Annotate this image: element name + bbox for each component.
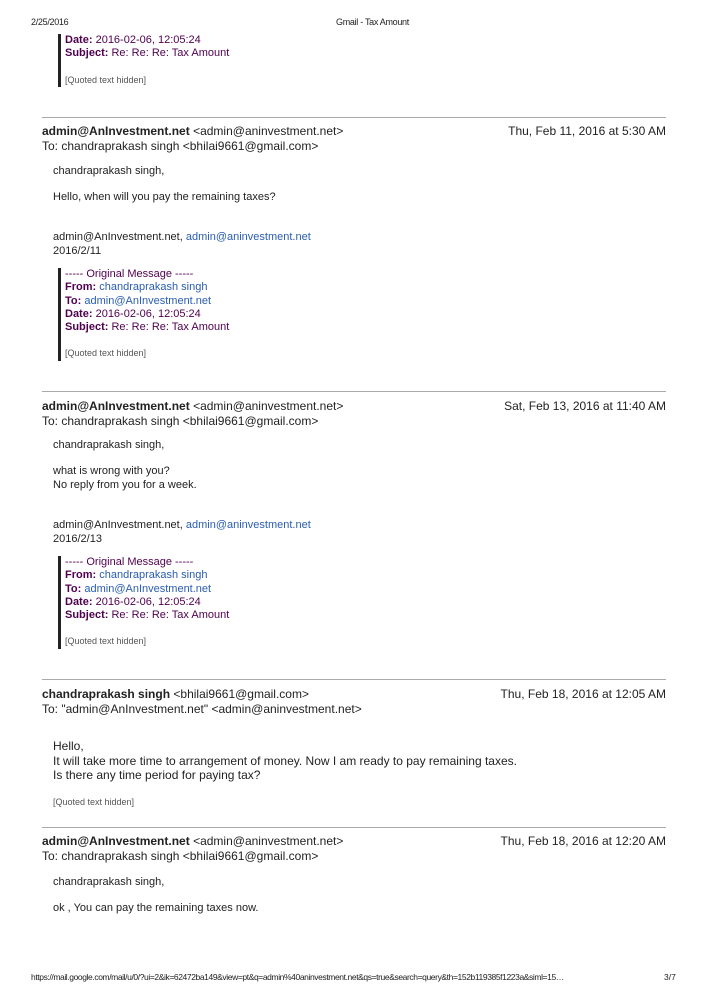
signature-email-link[interactable]: admin@aninvestment.net <box>185 231 311 243</box>
message-timestamp: Thu, Feb 11, 2016 at 5:30 AM <box>508 124 666 138</box>
message-body <box>53 739 517 783</box>
signature-date: 2016/2/13 <box>53 533 102 545</box>
greeting: chandraprakash singh, <box>53 439 165 451</box>
message-header <box>42 399 666 428</box>
quote-subject: Re: Re: Re: Tax Amount <box>111 47 230 60</box>
sender-email: <admin@aninvestment.net> <box>193 124 344 138</box>
quote-subject-label: Subject: <box>65 321 109 334</box>
quote-date: 2016-02-06, 12:05:24 <box>95 307 201 320</box>
recipient-line: To: chandraprakash singh <bhilai9661@gmail.com> <box>42 138 319 153</box>
signature-name: admin@AnInvestment.net, <box>53 519 183 531</box>
quoted-text-hidden-link[interactable]: [Quoted text hidden] <box>65 636 147 647</box>
quote-subject: Re: Re: Re: Tax Amount <box>111 609 230 622</box>
body-line: Hello, <box>53 739 84 753</box>
quote-subject-label: Subject: <box>65 609 109 622</box>
message-header <box>42 687 666 716</box>
message-divider <box>42 679 666 680</box>
message-body <box>53 164 311 258</box>
quote-header: ----- Original Message ----- <box>65 556 194 568</box>
message-body <box>53 875 258 915</box>
quoted-text-hidden-link[interactable]: [Quoted text hidden] <box>65 74 147 85</box>
body-line: what is wrong with you? <box>53 465 170 477</box>
sender-name: chandraprakash singh <box>42 687 171 701</box>
recipient-line: To: chandraprakash singh <bhilai9661@gmail.com> <box>42 848 319 863</box>
quote-header: ----- Original Message ----- <box>65 268 194 280</box>
message-divider <box>42 391 666 392</box>
quote-to-link[interactable]: admin@AnInvestment.net <box>84 582 212 595</box>
print-date: 2/25/2016 <box>31 17 69 27</box>
page-title: Gmail - Tax Amount <box>336 17 409 27</box>
greeting: chandraprakash singh, <box>53 165 165 177</box>
sender-name: admin@AnInvestment.net <box>42 399 190 413</box>
quote-to-link[interactable]: admin@AnInvestment.net <box>84 294 212 307</box>
quote-from-label: From: <box>65 281 97 294</box>
quote-date: 2016-02-06, 12:05:24 <box>95 595 201 608</box>
quote-to-label: To: <box>65 582 82 595</box>
quote-date-label: Date: <box>65 307 93 320</box>
quote-date: 2016-02-06, 12:05:24 <box>95 34 201 46</box>
body-line: Is there any time period for paying tax? <box>53 768 261 782</box>
quoted-text-hidden-link[interactable]: [Quoted text hidden] <box>53 797 135 807</box>
sender-email: <bhilai9661@gmail.com> <box>173 687 309 701</box>
original-message-quote <box>58 268 229 361</box>
quoted-block-continuation <box>58 34 229 87</box>
quoted-text-hidden-link[interactable]: [Quoted text hidden] <box>65 348 147 359</box>
sender-email: <admin@aninvestment.net> <box>193 834 344 848</box>
message-header <box>42 834 666 863</box>
quote-date-label: Date: <box>65 34 93 46</box>
message-header <box>42 124 666 153</box>
recipient-line: To: chandraprakash singh <bhilai9661@gmail.com> <box>42 413 319 428</box>
sender-name: admin@AnInvestment.net <box>42 124 190 138</box>
quote-from-link[interactable]: chandraprakash singh <box>99 569 208 582</box>
signature-date: 2016/2/11 <box>53 245 102 257</box>
quote-date-label: Date: <box>65 595 93 608</box>
message-divider <box>42 827 666 828</box>
quote-from-label: From: <box>65 569 97 582</box>
signature-email-link[interactable]: admin@aninvestment.net <box>185 519 311 531</box>
original-message-quote <box>58 556 229 649</box>
message-body <box>53 438 311 546</box>
quote-subject: Re: Re: Re: Tax Amount <box>111 321 230 334</box>
sender-name: admin@AnInvestment.net <box>42 834 190 848</box>
message-timestamp: Thu, Feb 18, 2016 at 12:20 AM <box>500 834 666 848</box>
sender-email: <admin@aninvestment.net> <box>193 399 344 413</box>
message-divider <box>42 117 666 118</box>
greeting: chandraprakash singh, <box>53 876 165 888</box>
recipient-line: To: "admin@AnInvestment.net" <admin@aninvestment.net> <box>42 701 362 716</box>
print-url: https://mail.google.com/mail/u/0/?ui=2&ik=62472ba149&view=pt&q=admin%40aninvestment.net&qs=true&search=query&th=152b119385f1223a&siml=15… <box>31 972 564 982</box>
body-line: Hello, when will you pay the remaining taxes? <box>53 191 276 203</box>
quote-to-label: To: <box>65 294 82 307</box>
message-timestamp: Thu, Feb 18, 2016 at 12:05 AM <box>500 687 666 701</box>
body-line: ok , You can pay the remaining taxes now. <box>53 902 259 914</box>
message-timestamp: Sat, Feb 13, 2016 at 11:40 AM <box>504 399 666 413</box>
quote-from-link[interactable]: chandraprakash singh <box>99 281 208 294</box>
body-line: It will take more time to arrangement of money. Now I am ready to pay remaining taxes. <box>53 753 517 768</box>
body-line: No reply from you for a week. <box>53 479 197 491</box>
signature-name: admin@AnInvestment.net, <box>53 231 183 243</box>
quote-subject-label: Subject: <box>65 47 109 60</box>
page-number: 3/7 <box>664 972 676 982</box>
